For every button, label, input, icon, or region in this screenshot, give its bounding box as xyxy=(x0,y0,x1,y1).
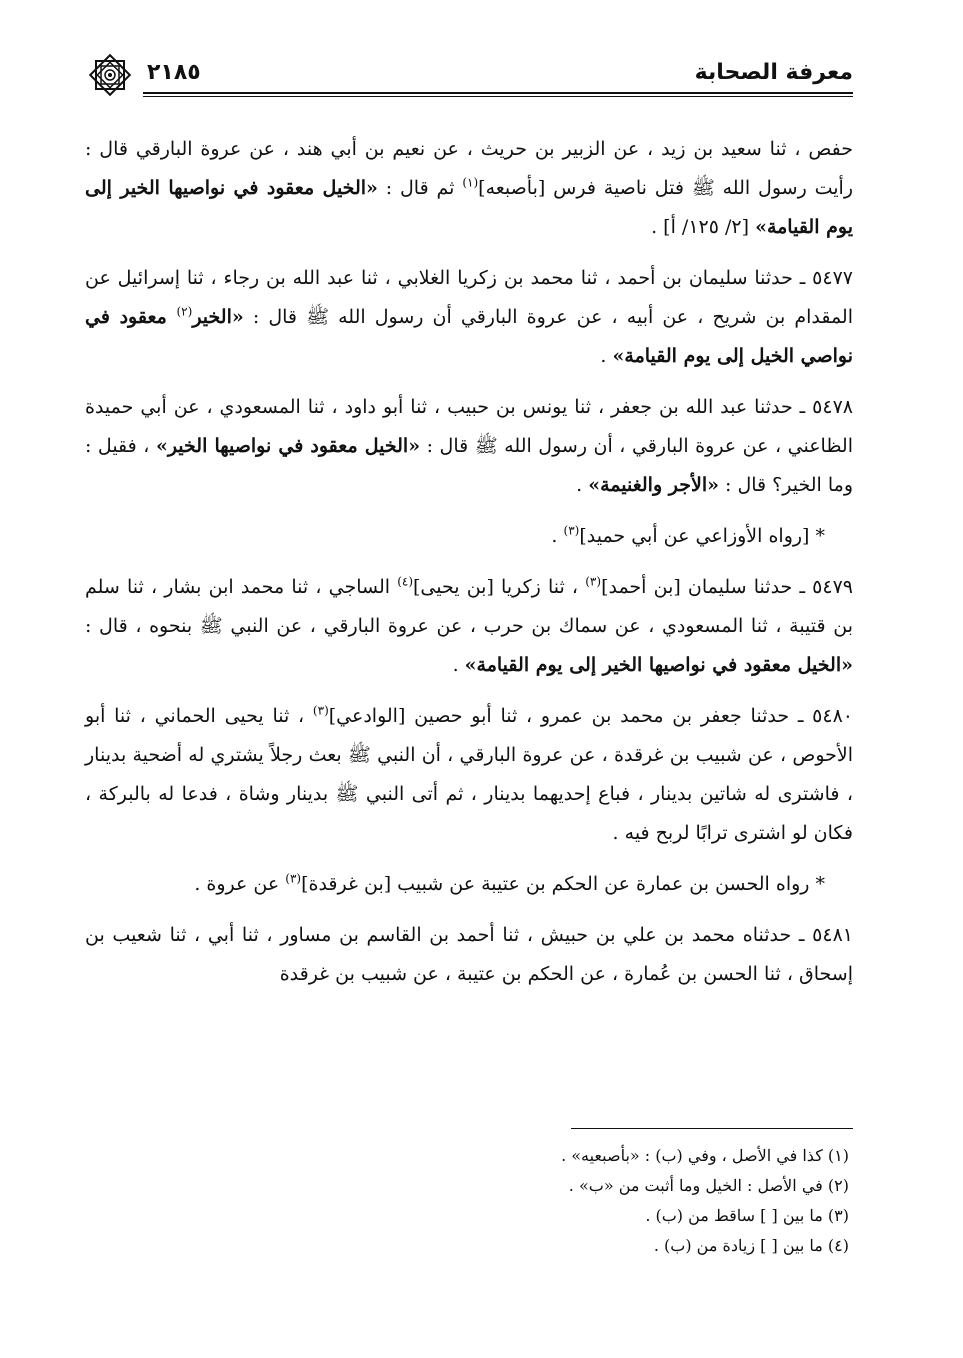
text-run: عن عروة . xyxy=(194,873,286,895)
hadith-quote: «الخيل معقود في نواصيها الخير إلى يوم القيامة» xyxy=(85,177,853,238)
text-run: ٥٤٨١ ـ حدثناه محمد بن علي بن حبيش ، ثنا أحمد بن القاسم بن مساور ، ثنا أبي ، ثنا شعيب بن إسحاق ، ثنا الحسن بن عُمارة ، عن الحكم بن عتيبة ، عن شبيب بن غرقدة xyxy=(85,924,853,985)
text-run: ٥٤٧٩ ـ حدثنا سليمان [بن أحمد] xyxy=(601,576,853,598)
footnote-ref: (٤) xyxy=(397,574,414,589)
hadith-5479 xyxy=(85,568,853,685)
text-run: * [رواه الأوزاعي عن أبي حميد] xyxy=(579,525,825,547)
running-header xyxy=(85,52,853,98)
header-title: معرفة الصحابة xyxy=(694,60,853,85)
footnote-ref: (٣) xyxy=(563,523,580,538)
hadith-quote: «الأجر والغنيمة» xyxy=(588,474,719,496)
footnote-item xyxy=(85,1141,853,1171)
footnote-number: (٣) xyxy=(827,1206,849,1225)
footnote-rule xyxy=(571,1128,853,1129)
footnote-item xyxy=(85,1171,853,1201)
text-run: . xyxy=(452,654,465,676)
main-text xyxy=(85,130,853,1006)
hadith-quote: «الخيل معقود في نواصيها الخير» xyxy=(155,435,421,457)
hadith-quote: «الخير xyxy=(192,306,244,328)
text-run: حفص ، ثنا سعيد بن زيد ، عن الزبير بن حريث ، عن نعيم بن أبي هند ، عن عروة البارقي قال : رأيت رسول الله ﷺ فتل ناصية فرس [بأصبعه] xyxy=(85,138,853,199)
paragraph-continuation xyxy=(85,130,853,247)
text-run: * رواه الحسن بن عمارة عن الحكم بن عتيبة عن شبيب [بن غرقدة] xyxy=(301,873,825,895)
footnote-text: في الأصل : الخيل وما أثبت من «ب» . xyxy=(568,1176,823,1195)
footnote-number: (٤) xyxy=(827,1236,849,1255)
text-run: . xyxy=(551,525,564,547)
footnote-ref: (٢) xyxy=(176,304,193,319)
footnotes xyxy=(85,1128,853,1261)
text-run: ، ثنا يحيى الحماني ، ثنا أبو الأحوص ، عن شبيب بن غرقدة ، عن عروة البارقي ، أن النبي ﷺ بعث رجلاً يشتري له أضحية بدينار ، فاشترى له شاتين بدينار ، فباع إحديهما بدينار ، ثم أتى النبي ﷺ بدينار وشاة ، فدعا له بالبركة ، فكان لو اشترى ترابًا لربح فيه . xyxy=(85,705,853,844)
footnote-number: (٢) xyxy=(827,1176,849,1195)
text-run: . xyxy=(600,345,613,367)
ornament-icon xyxy=(85,50,135,100)
footnote-item xyxy=(85,1201,853,1231)
text-run: ، ثنا زكريا [بن يحيى] xyxy=(413,576,586,598)
text-run: ثم قال : xyxy=(377,177,463,199)
hadith-quote: معقود في نواصي الخيل إلى يوم القيامة» xyxy=(85,306,853,367)
footnote-item xyxy=(85,1231,853,1261)
hadith-5477 xyxy=(85,259,853,376)
footnote-ref: (١) xyxy=(462,175,479,190)
footnote-ref: (٣) xyxy=(585,574,602,589)
footnote-text: كذا في الأصل ، وفي (ب) : «بأصبعيه» . xyxy=(561,1146,823,1165)
hadith-quote: «الخيل معقود في نواصيها الخير إلى يوم القيامة» xyxy=(464,654,853,676)
footnote-ref: (٣) xyxy=(285,871,302,886)
footnote-text: ما بين [ ] زيادة من (ب) . xyxy=(653,1236,823,1255)
narration-note xyxy=(85,517,853,556)
text-run: الساجي ، ثنا محمد ابن بشار ، ثنا سلم بن قتيبة ، ثنا المسعودي ، عن سماك بن حرب ، عن عروة البارقي ، عن النبي ﷺ بنحوه ، قال : xyxy=(85,576,853,637)
hadith-5481 xyxy=(85,916,853,994)
text-run: ٥٤٧٨ ـ حدثنا عبد الله بن جعفر ، ثنا يونس بن حبيب ، ثنا أبو داود ، ثنا المسعودي ، عن أبي حميدة الظاعني ، عن عروة البارقي ، أن رسول الله ﷺ قال : xyxy=(85,396,854,457)
footnote-number: (١) xyxy=(827,1146,849,1165)
header-rule-thin xyxy=(143,96,853,97)
footnote-ref: (٣) xyxy=(312,703,329,718)
hadith-5478 xyxy=(85,388,853,505)
hadith-5480 xyxy=(85,697,853,853)
text-run: ٥٤٧٧ ـ حدثنا سليمان بن أحمد ، ثنا محمد بن زكريا الغلابي ، ثنا عبد الله بن رجاء ، ثنا إسرائيل عن المقدام بن شريح ، عن أبيه ، عن عروة البارقي أن رسول الله ﷺ قال : xyxy=(85,267,853,328)
text-run: ٥٤٨٠ ـ حدثنا جعفر بن محمد بن عمرو ، ثنا أبو حصين [الوادعي] xyxy=(328,705,853,727)
text-run: ، فقيل : وما الخير؟ قال : xyxy=(85,435,853,496)
text-run: . xyxy=(576,474,589,496)
footnote-text: ما بين [ ] ساقط من (ب) . xyxy=(645,1206,823,1225)
header-rule xyxy=(143,92,853,94)
text-run: [٢/ ١٢٥/ أ] . xyxy=(651,216,756,238)
narration-note xyxy=(85,865,853,904)
page-number: ٢١٨٥ xyxy=(147,60,201,85)
